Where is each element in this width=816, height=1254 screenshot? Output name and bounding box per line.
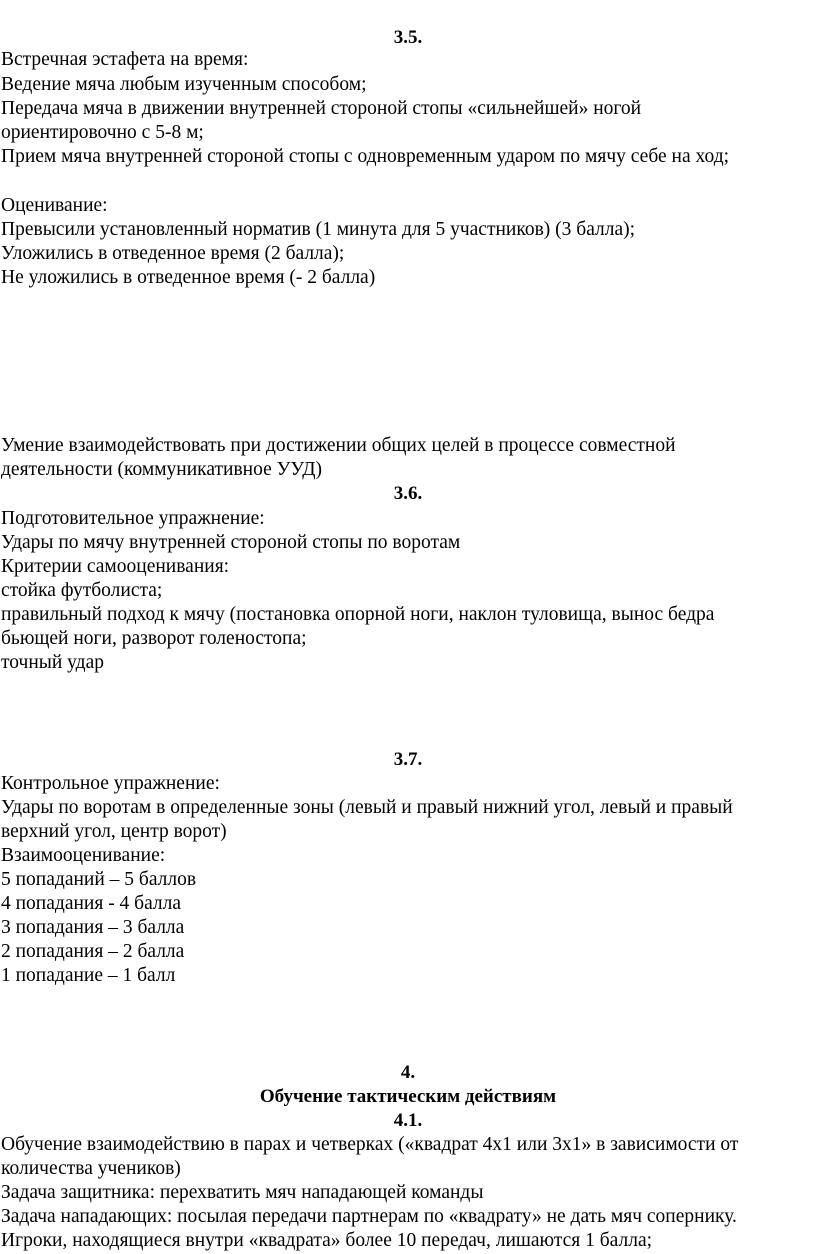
s37-line-9: 1 попадание – 1 балл [1,965,176,986]
s35-uud-line-1: Умение взаимодействовать при достижении общих целей в процессе совместной [1,435,676,456]
s35-uud-line-2: деятельности (коммуникативное УУД) [1,459,323,480]
s35-line-1: Встречная эстафета на время: [1,49,249,70]
s4-line-2: количества учеников) [1,1158,181,1179]
s36-line-1: Подготовительное упражнение: [1,508,265,529]
s4-line-4: Задача нападающих: посылая передачи партнерам по «квадрату» не дать мяч сопернику. [1,1206,737,1227]
s37-line-7: 3 попадания – 3 балла [1,917,185,938]
s37-line-3: верхний угол, центр ворот) [1,821,227,842]
heading-3-6: 3.6. [393,483,423,504]
s4-line-5: Игроки, находящиеся внутри «квадрата» более 10 передач, лишаются 1 балла; [1,1230,653,1251]
s35-eval-line-2: Уложились в отведенное время (2 балла); [1,243,345,264]
s4-line-3: Задача защитника: перехватить мяч нападающей команды [1,1182,484,1203]
heading-4: 4. [400,1062,416,1083]
s4-line-1: Обучение взаимодействию в парах и четверках («квадрат 4х1 или 3х1» в зависимости от [1,1134,739,1155]
heading-3-5: 3.5. [393,27,423,48]
s37-line-8: 2 попадания – 2 балла [1,941,185,962]
s37-line-6: 4 попадания - 4 балла [1,893,182,914]
s36-line-7: точный удар [1,652,105,673]
s37-line-4: Взаимооценивание: [1,845,166,866]
heading-4-1: 4.1. [393,1110,423,1131]
s35-line-5: Прием мяча внутренней стороной стопы с одновременным ударом по мячу себе на ход; [1,146,730,167]
s35-line-3: Передача мяча в движении внутренней стороной стопы «сильнейшей» ногой [1,98,642,119]
s36-line-6: бьющей ноги, разворот голеностопа; [1,628,307,649]
s36-line-3: Критерии самооценивания: [1,556,230,577]
s37-line-5: 5 попаданий – 5 баллов [1,869,197,890]
s35-eval-title: Оценивание: [1,195,108,216]
s36-line-2: Удары по мячу внутренней стороной стопы по воротам [1,532,461,553]
heading-4-title: Обучение тактическим действиям [259,1086,557,1107]
s35-eval-line-3: Не уложились в отведенное время (- 2 балла) [1,267,376,288]
s37-line-1: Контрольное упражнение: [1,773,220,794]
s35-line-2: Ведение мяча любым изученным способом; [1,74,367,95]
heading-3-7: 3.7. [393,749,423,770]
s37-line-2: Удары по воротам в определенные зоны (левый и правый нижний угол, левый и правый [1,797,733,818]
s35-eval-line-1: Превысили установленный норматив (1 минута для 5 участников) (3 балла); [1,219,636,240]
s36-line-5: правильный подход к мячу (постановка опорной ноги, наклон туловища, вынос бедра [1,604,715,625]
s36-line-4: стойка футболиста; [1,580,163,601]
s35-line-4: ориентировочно с 5-8 м; [1,122,204,143]
